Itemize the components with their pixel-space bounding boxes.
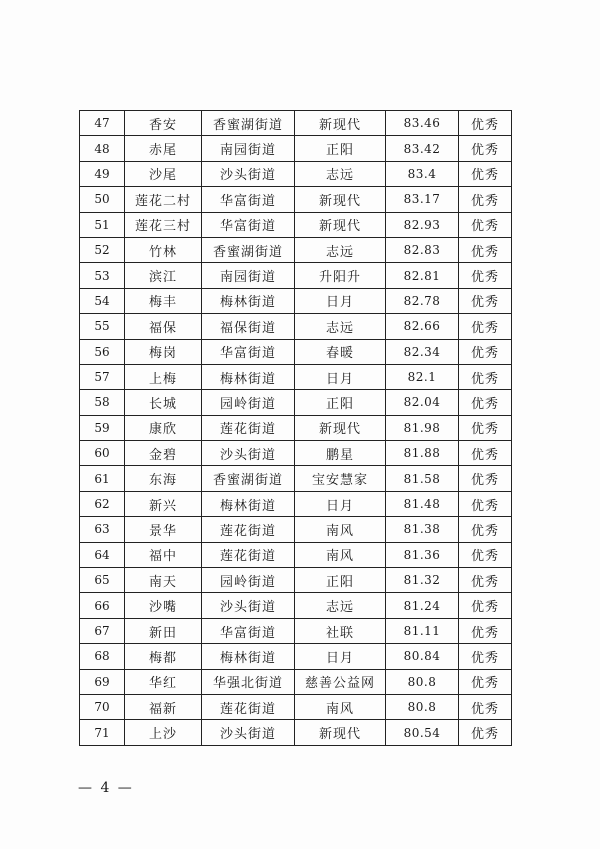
row-number: 51 [80,212,125,237]
table-row [80,669,512,694]
service-organization: 日月 [295,288,386,313]
community-name: 莲花二村 [125,187,202,212]
row-number: 69 [80,669,125,694]
grade-label: 优秀 [459,364,512,389]
table-row [80,644,512,669]
street-name: 梅林街道 [202,644,295,669]
table-row [80,187,512,212]
grade-label: 优秀 [459,618,512,643]
community-name: 福中 [125,542,202,567]
grade-label: 优秀 [459,517,512,542]
table-row [80,542,512,567]
service-organization: 日月 [295,364,386,389]
row-number: 53 [80,263,125,288]
table-row [80,136,512,161]
grade-label: 优秀 [459,314,512,339]
row-number: 68 [80,644,125,669]
street-name: 香蜜湖街道 [202,111,295,136]
score-value: 82.34 [386,339,459,364]
service-organization: 新现代 [295,187,386,212]
service-organization: 南风 [295,542,386,567]
score-value: 81.11 [386,618,459,643]
service-organization: 志远 [295,593,386,618]
grade-label: 优秀 [459,390,512,415]
ranking-table [79,110,512,746]
row-number: 55 [80,314,125,339]
table-row [80,720,512,745]
street-name: 沙头街道 [202,161,295,186]
service-organization: 鹏星 [295,441,386,466]
score-value: 83.4 [386,161,459,186]
table-row [80,390,512,415]
grade-label: 优秀 [459,466,512,491]
grade-label: 优秀 [459,669,512,694]
street-name: 华富街道 [202,618,295,643]
score-value: 81.48 [386,491,459,516]
community-name: 梅都 [125,644,202,669]
score-value: 81.38 [386,517,459,542]
table-row [80,237,512,262]
table-row [80,441,512,466]
community-name: 赤尾 [125,136,202,161]
community-name: 沙尾 [125,161,202,186]
grade-label: 优秀 [459,694,512,719]
grade-label: 优秀 [459,212,512,237]
community-name: 香安 [125,111,202,136]
score-value: 81.24 [386,593,459,618]
grade-label: 优秀 [459,111,512,136]
grade-label: 优秀 [459,263,512,288]
street-name: 福保街道 [202,314,295,339]
community-name: 新田 [125,618,202,643]
page-number: — 4 — [78,780,134,796]
table-row [80,263,512,288]
row-number: 54 [80,288,125,313]
service-organization: 志远 [295,161,386,186]
service-organization: 志远 [295,314,386,339]
table-row [80,618,512,643]
score-value: 82.04 [386,390,459,415]
grade-label: 优秀 [459,288,512,313]
row-number: 50 [80,187,125,212]
row-number: 64 [80,542,125,567]
score-value: 82.81 [386,263,459,288]
service-organization: 社联 [295,618,386,643]
grade-label: 优秀 [459,644,512,669]
table-row [80,568,512,593]
table-row [80,161,512,186]
service-organization: 日月 [295,644,386,669]
table-row [80,111,512,136]
grade-label: 优秀 [459,136,512,161]
community-name: 新兴 [125,491,202,516]
community-name: 东海 [125,466,202,491]
score-value: 80.54 [386,720,459,745]
table-row [80,314,512,339]
community-name: 长城 [125,390,202,415]
service-organization: 春暖 [295,339,386,364]
street-name: 莲花街道 [202,542,295,567]
community-name: 竹林 [125,237,202,262]
service-organization: 志远 [295,237,386,262]
community-name: 福新 [125,694,202,719]
grade-label: 优秀 [459,542,512,567]
score-value: 80.8 [386,669,459,694]
table-row [80,212,512,237]
row-number: 62 [80,491,125,516]
row-number: 57 [80,364,125,389]
score-value: 81.88 [386,441,459,466]
row-number: 60 [80,441,125,466]
row-number: 63 [80,517,125,542]
score-value: 81.32 [386,568,459,593]
street-name: 香蜜湖街道 [202,237,295,262]
street-name: 沙头街道 [202,593,295,618]
service-organization: 南风 [295,517,386,542]
street-name: 梅林街道 [202,364,295,389]
row-number: 49 [80,161,125,186]
table-row [80,339,512,364]
table-row [80,593,512,618]
score-value: 82.1 [386,364,459,389]
street-name: 园岭街道 [202,390,295,415]
score-value: 80.84 [386,644,459,669]
grade-label: 优秀 [459,720,512,745]
row-number: 48 [80,136,125,161]
street-name: 南园街道 [202,136,295,161]
grade-label: 优秀 [459,237,512,262]
score-value: 83.17 [386,187,459,212]
community-name: 沙嘴 [125,593,202,618]
service-organization: 新现代 [295,720,386,745]
community-name: 滨江 [125,263,202,288]
service-organization: 日月 [295,491,386,516]
grade-label: 优秀 [459,593,512,618]
score-value: 80.8 [386,694,459,719]
table-row [80,466,512,491]
table-row [80,694,512,719]
score-value: 83.42 [386,136,459,161]
service-organization: 新现代 [295,111,386,136]
street-name: 华富街道 [202,212,295,237]
row-number: 66 [80,593,125,618]
community-name: 华红 [125,669,202,694]
row-number: 59 [80,415,125,440]
street-name: 梅林街道 [202,288,295,313]
service-organization: 新现代 [295,415,386,440]
grade-label: 优秀 [459,491,512,516]
street-name: 沙头街道 [202,441,295,466]
grade-label: 优秀 [459,415,512,440]
street-name: 华富街道 [202,339,295,364]
score-value: 81.58 [386,466,459,491]
row-number: 47 [80,111,125,136]
row-number: 58 [80,390,125,415]
street-name: 园岭街道 [202,568,295,593]
community-name: 梅丰 [125,288,202,313]
table-row [80,288,512,313]
service-organization: 正阳 [295,390,386,415]
street-name: 梅林街道 [202,491,295,516]
street-name: 香蜜湖街道 [202,466,295,491]
row-number: 61 [80,466,125,491]
community-name: 梅岗 [125,339,202,364]
street-name: 华强北街道 [202,669,295,694]
service-organization: 正阳 [295,568,386,593]
community-name: 金碧 [125,441,202,466]
table-row [80,491,512,516]
score-value: 82.66 [386,314,459,339]
row-number: 71 [80,720,125,745]
street-name: 南园街道 [202,263,295,288]
service-organization: 宝安慧家 [295,466,386,491]
street-name: 莲花街道 [202,415,295,440]
score-value: 83.46 [386,111,459,136]
ranking-table-body [80,111,512,746]
table-row [80,415,512,440]
table-row [80,517,512,542]
service-organization: 正阳 [295,136,386,161]
community-name: 莲花三村 [125,212,202,237]
score-value: 82.78 [386,288,459,313]
grade-label: 优秀 [459,161,512,186]
row-number: 65 [80,568,125,593]
row-number: 70 [80,694,125,719]
grade-label: 优秀 [459,441,512,466]
street-name: 莲花街道 [202,517,295,542]
grade-label: 优秀 [459,187,512,212]
community-name: 南天 [125,568,202,593]
score-value: 82.93 [386,212,459,237]
community-name: 上沙 [125,720,202,745]
service-organization: 升阳升 [295,263,386,288]
row-number: 67 [80,618,125,643]
score-value: 81.36 [386,542,459,567]
service-organization: 南风 [295,694,386,719]
score-value: 81.98 [386,415,459,440]
service-organization: 慈善公益网 [295,669,386,694]
community-name: 福保 [125,314,202,339]
community-name: 景华 [125,517,202,542]
grade-label: 优秀 [459,339,512,364]
street-name: 沙头街道 [202,720,295,745]
row-number: 52 [80,237,125,262]
table-row [80,364,512,389]
row-number: 56 [80,339,125,364]
street-name: 华富街道 [202,187,295,212]
service-organization: 新现代 [295,212,386,237]
street-name: 莲花街道 [202,694,295,719]
score-value: 82.83 [386,237,459,262]
grade-label: 优秀 [459,568,512,593]
community-name: 康欣 [125,415,202,440]
community-name: 上梅 [125,364,202,389]
